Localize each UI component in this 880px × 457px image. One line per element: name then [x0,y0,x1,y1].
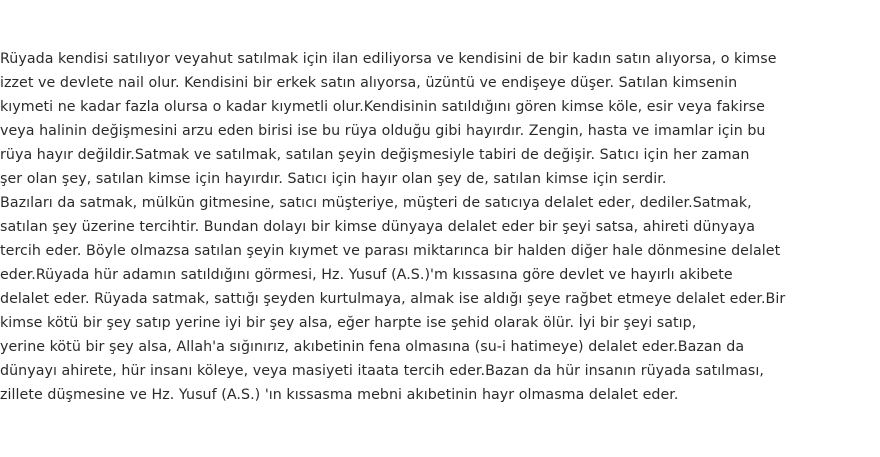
text-line-8: satılan şey üzerine tercihtir. Bundan dolayı bir kimse dünyaya delalet eder bir şeyi satsa, ahireti dünyaya [0,219,756,235]
text-line-11: delalet eder. Rüyada satmak, sattığı şeyden kurtulmaya, almak ise aldığı şeye rağbet etmeye delalet eder.Bir [0,291,786,307]
text-line-1: Rüyada kendisi satılıyor veyahut satılmak için ilan ediliyorsa ve kendisini de bir kadın satın alıyorsa, o kimse [0,51,777,67]
text-line-14: dünyayı ahirete, hür insanı köleye, veya masiyeti itaata tercih eder.Bazan da hür insanın rüyada satılması, [0,363,764,379]
text-line-3: kıymeti ne kadar fazla olursa o kadar kıymetli olur.Kendisinin satıldığını gören kimse köle, esir veya fakirse [0,99,765,115]
text-line-9: tercih eder. Böyle olmazsa satılan şeyin kıymet ve parası miktarınca bir halden diğer hale dönmesine delalet [0,243,781,259]
text-line-15: zillete düşmesine ve Hz. Yusuf (A.S.) 'ın kıssasma mebni akıbetinin hayr olmasma delalet eder. [0,387,679,403]
text-line-6: şer olan şey, satılan kimse için hayırdır. Satıcı için hayır olan şey de, satılan kimse için serdir. [0,171,667,187]
document-body [0,47,880,407]
text-line-13: yerine kötü bir şey alsa, Allah'a sığınırız, akıbetinin fena olmasına (su-i hatimeye) delalet eder.Bazan da [0,339,745,355]
text-line-12: kimse kötü bir şey satıp yerine iyi bir şey alsa, eğer harpte ise şehid olarak ölür. İyi bir şeyi satıp, [0,315,697,331]
text-line-2: izzet ve devlete nail olur. Kendisini bir erkek satın alıyorsa, üzüntü ve endişeye düşer. Satılan kimsenin [0,75,738,91]
text-line-10: eder.Rüyada hür adamın satıldığını görmesi, Hz. Yusuf (A.S.)'m kıssasına göre devlet ve hayırlı akibete [0,267,733,283]
text-line-7: Bazıları da satmak, mülkün gitmesine, satıcı müşteriye, müşteri de satıcıya delalet eder, dediler.Satmak, [0,195,752,211]
text-line-4: veya halinin değişmesini arzu eden birisi ise bu rüya olduğu gibi hayırdır. Zengin, hasta ve imamlar için bu [0,123,766,139]
text-line-5: rüya hayır değildir.Satmak ve satılmak, satılan şeyin değişmesiyle tabiri de değişir. Satıcı için her zaman [0,147,750,163]
